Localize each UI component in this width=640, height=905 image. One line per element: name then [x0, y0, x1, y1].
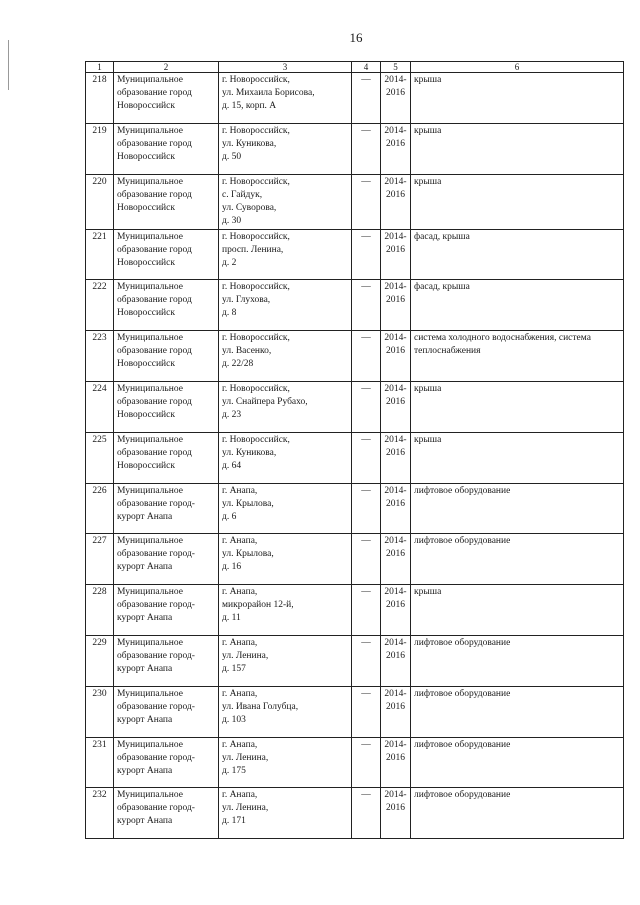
owner-cell: [114, 635, 219, 686]
period-cell: [381, 534, 411, 585]
owner-line: Новороссийск: [117, 101, 175, 111]
owner-cell: [114, 229, 219, 280]
period-line: 2016: [386, 447, 405, 458]
col4-cell: —: [352, 585, 381, 636]
table-row: [86, 123, 624, 174]
col4-cell: —: [352, 280, 381, 331]
period-cell: [381, 788, 411, 839]
period-line: 2016: [386, 88, 405, 98]
table-row: [86, 229, 624, 280]
address-line: ул. Куникова,: [222, 138, 277, 149]
address-line: д. 64: [222, 460, 242, 471]
col4-cell: —: [352, 123, 381, 174]
owner-line: образование город-: [117, 498, 195, 509]
address-line: г. Анапа,: [222, 790, 258, 801]
owner-line: образование город-: [117, 803, 195, 814]
period-line: 2014-: [384, 587, 407, 598]
owner-line: образование город-: [117, 650, 195, 661]
row-number-cell: 226: [86, 483, 114, 534]
owner-cell: [114, 73, 219, 124]
works-cell: крыша: [411, 381, 624, 432]
address-line: д. 171: [222, 816, 246, 827]
owner-line: Новороссийск: [117, 409, 175, 420]
address-line: г. Новороссийск,: [222, 333, 290, 344]
owner-line: Муниципальное: [117, 176, 183, 187]
table-row: [86, 280, 624, 331]
works-cell: крыша: [411, 174, 624, 229]
address-cell: [219, 174, 352, 229]
row-number-cell: 225: [86, 432, 114, 483]
table-row: [86, 483, 624, 534]
address-line: г. Новороссийск,: [222, 75, 290, 85]
address-cell: [219, 483, 352, 534]
table-row: [86, 788, 624, 839]
margin-rule: [8, 40, 9, 90]
address-line: г. Новороссийск,: [222, 125, 290, 136]
address-line: г. Новороссийск,: [222, 282, 290, 293]
owner-line: Новороссийск: [117, 460, 175, 471]
address-line: ул. Ивана Голубца,: [222, 701, 299, 712]
column-header: 2: [114, 62, 219, 73]
owner-cell: [114, 331, 219, 382]
owner-line: образование город: [117, 244, 192, 255]
works-cell: крыша: [411, 123, 624, 174]
address-cell: [219, 686, 352, 737]
period-line: 2014-: [384, 688, 407, 699]
owner-line: курорт Анапа: [117, 714, 173, 725]
period-line: 2016: [386, 600, 405, 611]
address-line: ул. Ленина,: [222, 803, 269, 814]
owner-cell: [114, 174, 219, 229]
period-cell: [381, 174, 411, 229]
address-line: г. Анапа,: [222, 637, 258, 648]
works-cell: крыша: [411, 585, 624, 636]
owner-line: Муниципальное: [117, 75, 183, 85]
period-cell: [381, 381, 411, 432]
owner-line: Муниципальное: [117, 383, 183, 394]
address-line: г. Анапа,: [222, 587, 258, 598]
period-cell: [381, 635, 411, 686]
col4-cell: —: [352, 737, 381, 788]
period-line: 2016: [386, 498, 405, 509]
period-line: 2016: [386, 701, 405, 712]
address-cell: [219, 737, 352, 788]
period-cell: [381, 737, 411, 788]
period-cell: [381, 73, 411, 124]
works-cell: фасад, крыша: [411, 229, 624, 280]
address-line: ул. Крылова,: [222, 498, 274, 509]
period-line: 2014-: [384, 383, 407, 394]
address-cell: [219, 534, 352, 585]
address-line: с. Гайдук,: [222, 189, 263, 200]
row-number-cell: 222: [86, 280, 114, 331]
owner-cell: [114, 280, 219, 331]
owner-cell: [114, 534, 219, 585]
column-header: 1: [86, 62, 114, 73]
row-number-cell: 230: [86, 686, 114, 737]
row-number-cell: 218: [86, 73, 114, 124]
owner-line: Муниципальное: [117, 231, 183, 242]
period-line: 2016: [386, 138, 405, 149]
owner-line: Новороссийск: [117, 308, 175, 319]
owner-line: образование город: [117, 189, 192, 200]
table-row: [86, 432, 624, 483]
address-line: ул. Ленина,: [222, 752, 269, 763]
address-line: г. Анапа,: [222, 536, 258, 547]
owner-line: Муниципальное: [117, 739, 183, 750]
works-cell: лифтовое оборудование: [411, 788, 624, 839]
owner-line: образование город: [117, 447, 192, 458]
column-header: 4: [352, 62, 381, 73]
owner-line: образование город: [117, 138, 192, 149]
owner-cell: [114, 788, 219, 839]
owner-line: Муниципальное: [117, 333, 183, 344]
address-line: д. 50: [222, 151, 242, 162]
period-line: 2014-: [384, 333, 407, 344]
col4-cell: —: [352, 331, 381, 382]
period-line: 2014-: [384, 75, 407, 85]
owner-cell: [114, 585, 219, 636]
address-line: г. Новороссийск,: [222, 383, 290, 394]
works-cell: лифтовое оборудование: [411, 635, 624, 686]
address-cell: [219, 635, 352, 686]
table-row: [86, 331, 624, 382]
address-line: ул. Крылова,: [222, 549, 274, 560]
header-row: [86, 62, 624, 73]
works-cell: лифтовое оборудование: [411, 737, 624, 788]
owner-line: курорт Анапа: [117, 765, 173, 776]
period-line: 2014-: [384, 637, 407, 648]
owner-line: образование город-: [117, 549, 195, 560]
period-line: 2014-: [384, 176, 407, 187]
period-line: 2016: [386, 189, 405, 200]
col4-cell: —: [352, 686, 381, 737]
works-cell: фасад, крыша: [411, 280, 624, 331]
owner-cell: [114, 381, 219, 432]
owner-cell: [114, 483, 219, 534]
owner-cell: [114, 432, 219, 483]
owner-line: Муниципальное: [117, 282, 183, 293]
owner-line: образование город: [117, 396, 192, 407]
col4-cell: —: [352, 73, 381, 124]
address-line: микрорайон 12-й,: [222, 600, 294, 611]
address-line: г. Новороссийск,: [222, 231, 290, 242]
address-line: д. 30: [222, 215, 242, 226]
period-line: 2016: [386, 752, 405, 763]
row-number-cell: 229: [86, 635, 114, 686]
address-line: г. Анапа,: [222, 688, 258, 699]
address-cell: [219, 381, 352, 432]
col4-cell: —: [352, 229, 381, 280]
row-number-cell: 227: [86, 534, 114, 585]
column-header: 5: [381, 62, 411, 73]
address-line: ул. Суворова,: [222, 202, 277, 213]
col4-cell: —: [352, 483, 381, 534]
col4-cell: —: [352, 788, 381, 839]
owner-line: Муниципальное: [117, 790, 183, 801]
table-row: [86, 73, 624, 124]
address-line: просп. Ленина,: [222, 244, 284, 255]
owner-line: курорт Анапа: [117, 816, 173, 827]
address-cell: [219, 788, 352, 839]
table-row: [86, 635, 624, 686]
owner-cell: [114, 686, 219, 737]
address-line: ул. Михаила Борисова,: [222, 88, 315, 98]
col4-cell: —: [352, 635, 381, 686]
row-number-cell: 224: [86, 381, 114, 432]
address-line: д. 23: [222, 409, 242, 420]
owner-line: образование город-: [117, 701, 195, 712]
owner-line: курорт Анапа: [117, 511, 173, 522]
owner-line: Новороссийск: [117, 202, 175, 213]
page-number: 16: [349, 30, 363, 45]
owner-line: Муниципальное: [117, 637, 183, 648]
address-line: г. Новороссийск,: [222, 176, 290, 187]
owner-line: образование город: [117, 88, 192, 98]
table-row: [86, 585, 624, 636]
period-line: 2016: [386, 346, 405, 357]
owner-line: курорт Анапа: [117, 562, 173, 573]
col4-cell: —: [352, 534, 381, 585]
period-cell: [381, 229, 411, 280]
address-cell: [219, 229, 352, 280]
address-line: д. 157: [222, 663, 246, 674]
period-line: 2014-: [384, 231, 407, 242]
register-table: [85, 61, 624, 839]
owner-line: Муниципальное: [117, 434, 183, 445]
address-line: г. Анапа,: [222, 485, 258, 496]
table-row: [86, 686, 624, 737]
owner-line: Муниципальное: [117, 536, 183, 547]
period-line: 2014-: [384, 536, 407, 547]
period-line: 2014-: [384, 125, 407, 136]
owner-line: Новороссийск: [117, 359, 175, 370]
works-cell: крыша: [411, 73, 624, 124]
col4-cell: —: [352, 174, 381, 229]
period-cell: [381, 432, 411, 483]
address-cell: [219, 585, 352, 636]
table-row: [86, 174, 624, 229]
period-line: 2014-: [384, 790, 407, 801]
row-number-cell: 223: [86, 331, 114, 382]
address-line: ул. Васенко,: [222, 346, 272, 357]
owner-line: Муниципальное: [117, 125, 183, 136]
address-cell: [219, 331, 352, 382]
works-cell: крыша: [411, 432, 624, 483]
period-cell: [381, 123, 411, 174]
period-cell: [381, 585, 411, 636]
address-cell: [219, 73, 352, 124]
period-cell: [381, 331, 411, 382]
owner-line: Новороссийск: [117, 151, 175, 162]
address-line: ул. Ленина,: [222, 650, 269, 661]
col4-cell: —: [352, 381, 381, 432]
row-number-cell: 228: [86, 585, 114, 636]
row-number-cell: 219: [86, 123, 114, 174]
owner-cell: [114, 123, 219, 174]
address-line: д. 175: [222, 765, 246, 776]
address-line: г. Анапа,: [222, 739, 258, 750]
period-cell: [381, 686, 411, 737]
period-line: 2016: [386, 803, 405, 814]
period-line: 2016: [386, 244, 405, 255]
owner-line: Муниципальное: [117, 485, 183, 496]
address-line: ул. Куникова,: [222, 447, 277, 458]
table-row: [86, 737, 624, 788]
address-cell: [219, 432, 352, 483]
works-cell: лифтовое оборудование: [411, 686, 624, 737]
period-line: 2014-: [384, 485, 407, 496]
works-cell: система холодного водоснабжения, система теплоснабжения: [411, 331, 624, 382]
period-line: 2014-: [384, 739, 407, 750]
col4-cell: —: [352, 432, 381, 483]
address-line: д. 2: [222, 257, 237, 268]
address-line: д. 11: [222, 613, 241, 624]
address-line: ул. Глухова,: [222, 295, 271, 306]
address-line: д. 22/28: [222, 359, 254, 370]
works-cell: лифтовое оборудование: [411, 534, 624, 585]
period-line: 2016: [386, 396, 405, 407]
address-line: д. 103: [222, 714, 246, 725]
owner-cell: [114, 737, 219, 788]
period-line: 2016: [386, 295, 405, 306]
table-row: [86, 534, 624, 585]
address-line: д. 16: [222, 562, 242, 573]
row-number-cell: 220: [86, 174, 114, 229]
period-line: 2014-: [384, 282, 407, 293]
period-cell: [381, 483, 411, 534]
address-line: д. 6: [222, 511, 237, 522]
row-number-cell: 232: [86, 788, 114, 839]
owner-line: курорт Анапа: [117, 613, 173, 624]
address-line: д. 8: [222, 308, 237, 319]
column-header: 3: [219, 62, 352, 73]
address-cell: [219, 280, 352, 331]
owner-line: Муниципальное: [117, 587, 183, 598]
address-cell: [219, 123, 352, 174]
owner-line: образование город: [117, 346, 192, 357]
owner-line: Муниципальное: [117, 688, 183, 699]
period-cell: [381, 280, 411, 331]
address-line: ул. Снайпера Рубахо,: [222, 396, 308, 407]
column-header: 6: [411, 62, 624, 73]
period-line: 2016: [386, 650, 405, 661]
owner-line: образование город: [117, 295, 192, 306]
table-row: [86, 381, 624, 432]
address-line: д. 15, корп. А: [222, 101, 277, 111]
owner-line: Новороссийск: [117, 257, 175, 268]
row-number-cell: 221: [86, 229, 114, 280]
address-line: г. Новороссийск,: [222, 434, 290, 445]
owner-line: образование город-: [117, 752, 195, 763]
period-line: 2014-: [384, 434, 407, 445]
owner-line: образование город-: [117, 600, 195, 611]
row-number-cell: 231: [86, 737, 114, 788]
works-cell: лифтовое оборудование: [411, 483, 624, 534]
owner-line: курорт Анапа: [117, 663, 173, 674]
period-line: 2016: [386, 549, 405, 560]
